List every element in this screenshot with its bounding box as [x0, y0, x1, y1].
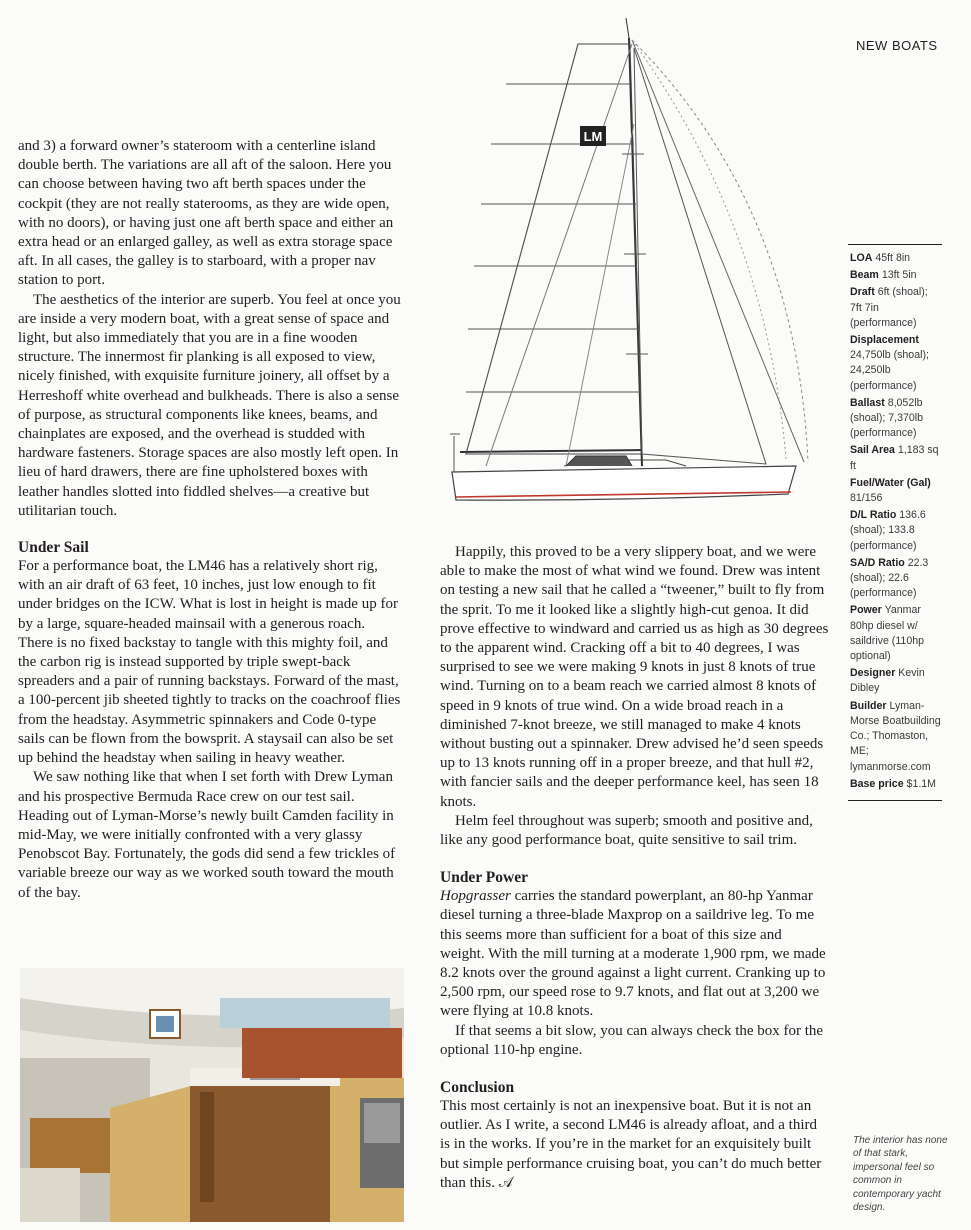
spec-fuel-water: Fuel/Water (Gal) 81/156	[850, 476, 931, 505]
spec-draft: Draft 6ft (shoal); 7ft 7in (performance)	[850, 286, 928, 329]
spec-beam: Beam 13ft 5in	[850, 269, 917, 282]
spec-designer: Designer Kevin Dibley	[850, 667, 925, 695]
article-column-left	[18, 137, 403, 903]
paragraph: For a performance boat, the LM46 has a relatively short rig, with an air draft of 63 feet, 10 inches, just low enough to fit under bridges on the ICW. What is lost in height is made up for by a large, square-headed mainsail with a generous roach. There is no fixed backstay to tangle with this mighty foil, and the carbon rig is instead supported by triple swept-back spreaders and a pair of running backstays. Forward of the mast, a 100-percent jib sheeted tightly to tracks on the coachroof flies from the headstay. Asymmetric spinnakers and Code 0-type sails can be flown from the bowsprit. A staysail can also be set up behind the headstay when sailing in heavy weather.	[18, 558, 401, 767]
paragraph-text: This most certainly is not an inexpensive boat. But it is not an outlier. As I write, a second LM46 is already afloat, and a third is in the works. If you’re in the market for an exquisitely built but simple performance cruising boat, you can’t do much better than this.	[440, 1098, 822, 1191]
section-label: NEW BOATS	[856, 38, 938, 53]
spec-displacement: Displacement 24,750lb (shoal); 24,250lb (performance)	[850, 334, 929, 392]
spec-dl-ratio: D/L Ratio 136.6 (shoal); 133.8 (performance)	[850, 509, 926, 552]
boat-name: Hopgrasser	[440, 888, 511, 905]
interior-photo	[20, 968, 404, 1222]
spec-loa: LOA 45ft 8in	[850, 252, 911, 264]
article-column-right	[440, 543, 830, 1193]
paragraph: We saw nothing like that when I set forth with Drew Lyman and his prospective Bermuda Race crew on our test sail. Heading out of Lyman-Morse’s newly built Camden facility in mid-May, we were initially confronted with a very glassy Penobscot Bay. Fortunately, the gods did send a few trickles of variable breeze our way as we worked south toward the mouth of the bay.	[18, 769, 396, 901]
lm-logo-text: LM	[583, 129, 603, 144]
paragraph	[440, 887, 830, 1021]
spec-base-price: Base price $1.1M	[850, 777, 936, 790]
spec-ballast: Ballast 8,052lb (shoal); 7,370lb (performance)	[850, 396, 924, 440]
specs-box	[848, 244, 942, 801]
photo-caption: The interior has none of that stark, impersonal feel so common in contemporary yacht design.	[853, 1135, 948, 1214]
paragraph	[440, 1097, 830, 1193]
end-mark: 𝒜	[498, 1174, 513, 1191]
sail-plan-drawing	[446, 4, 820, 504]
heading-conclusion: Conclusion	[440, 1079, 515, 1097]
paragraph-text: carries the standard powerplant, an 80-hp Yanmar diesel turning a three-blade Maxprop on a saildrive leg. To me this seems more than sufficient for a boat of this size and weight. With the mill turning at a moderate 1,900 rpm, we made 8.2 knots over the ground against a light current. Cranking up to 2,500 rpm, our speed rose to 9.7 knots, and flat out at 3,200 we were flying at 10.8 knots.	[440, 888, 826, 1020]
heading-under-sail: Under Sail	[18, 539, 89, 557]
spec-power: Power Yanmar 80hp diesel w/ saildrive (110hp optional)	[850, 604, 925, 663]
paragraph: Happily, this proved to be a very slippery boat, and we were able to make the most of what wind we found. Drew was intent on testing a new sail that he called a “tweener,” built to fly from the sprit. To me it looked like a slightly high-cut genoa. It did prove effective to windward and carried us as high as 30 degrees to the apparent wind. Cracking off a bit to 40 degrees, I was surprised to see we were making 9 knots in just 8 knots of true wind. Turning on to a beam reach we carried almost 8 knots of speed in 9 knots of true wind. On a wide broad reach in a diminished 7-knot breeze, we still managed to make 4 knots without busting out a spinnaker. Drew advised he’d seen speeds up to 13 knots running off in a proper breeze, and that hull #2, with fancier sails and the deeper performance keel, has seen 18 knots.	[440, 544, 829, 810]
spec-sad-ratio: SA/D Ratio 22.3 (shoal); 22.6 (performance)	[850, 556, 929, 600]
paragraph: The aesthetics of the interior are superb. You feel at once you are inside a very modern boat, with a great sense of space and light, but also immediately that you are in a fine wooden structure. The innermost fir planking is all exposed to view, nicely finished, with exquisite furniture joinery, all offset by a Herreshoff white overhead and bulkheads. There is also a sense of purpose, as structural components like knees, beams, and chainplates are exposed, and the overhead is studded with hardware fasteners. Storage spaces are also mostly left open. In lieu of hard drawers, there are fine upholstered boxes with leather handles slotted into fiddled shelves—a creative but utilitarian touch.	[18, 291, 401, 519]
paragraph: If that seems a bit slow, you can always check the box for the optional 110-hp engine.	[440, 1022, 824, 1058]
spec-builder: Builder Lyman-Morse Boatbuilding Co.; Thomaston, ME; lymanmorse.com	[850, 699, 941, 773]
paragraph: and 3) a forward owner’s stateroom with a centerline island double berth. The variations are all aft of the saloon. Here you can choose between having two aft berth spaces under the cockpit (they are not really staterooms, as they are wide open, with no doors), or having just one aft berth space and either an extra head or an enlarged galley, as well as extra storage space aft. In all cases, the galley is to starboard, with a proper nav station to port.	[18, 138, 394, 289]
spec-sail-area: Sail Area 1,183 sq ft	[850, 444, 939, 472]
paragraph: Helm feel throughout was superb; smooth and positive and, like any good performance boat, quite sensitive to sail trim.	[440, 812, 813, 849]
heading-under-power: Under Power	[440, 869, 528, 887]
